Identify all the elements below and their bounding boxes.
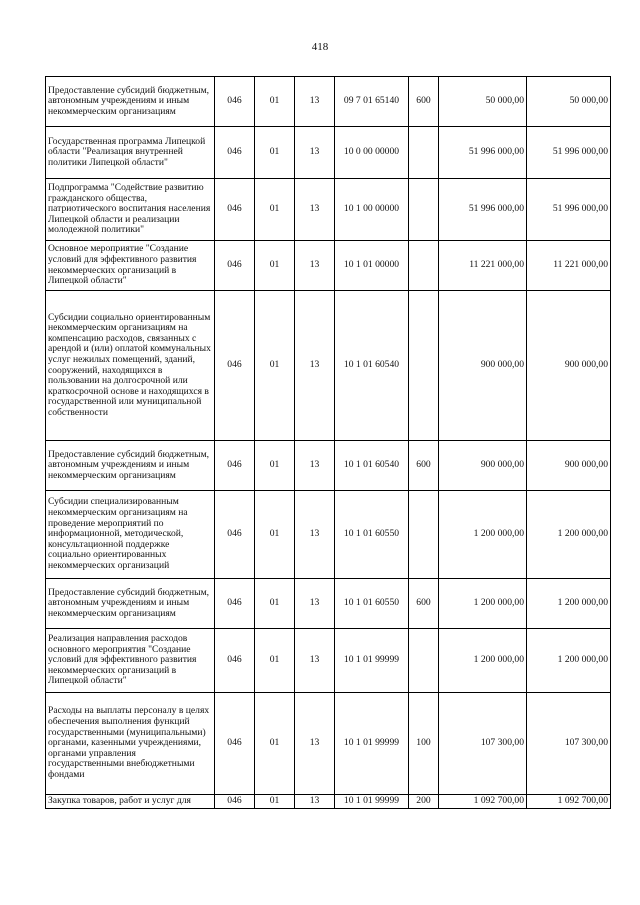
row-pr: 13 bbox=[295, 579, 335, 629]
table-row bbox=[46, 795, 611, 809]
table-row bbox=[46, 77, 611, 127]
row-vr: 600 bbox=[409, 441, 439, 491]
row-sum-2: 900 000,00 bbox=[527, 291, 611, 441]
row-sum-1: 900 000,00 bbox=[439, 291, 527, 441]
row-csr: 10 1 01 00000 bbox=[335, 241, 409, 291]
row-sum-1: 1 092 700,00 bbox=[439, 795, 527, 809]
table-row bbox=[46, 291, 611, 441]
row-pr: 13 bbox=[295, 491, 335, 579]
row-name: Реализация направления расходов основного мероприятия "Создание условий для эффективного развития некоммерческих организаций в Липецкой области" bbox=[46, 629, 215, 693]
row-vr: 200 bbox=[409, 795, 439, 809]
row-gr: 046 bbox=[215, 179, 255, 241]
row-sum-1: 107 300,00 bbox=[439, 693, 527, 795]
row-rz: 01 bbox=[255, 291, 295, 441]
row-sum-1: 11 221 000,00 bbox=[439, 241, 527, 291]
row-vr: 100 bbox=[409, 693, 439, 795]
row-pr: 13 bbox=[295, 241, 335, 291]
row-csr: 09 7 01 65140 bbox=[335, 77, 409, 127]
row-csr: 10 1 01 60550 bbox=[335, 491, 409, 579]
row-csr: 10 1 01 99999 bbox=[335, 629, 409, 693]
row-csr: 10 1 01 99999 bbox=[335, 693, 409, 795]
page-number: 418 bbox=[311, 41, 329, 53]
table-row bbox=[46, 241, 611, 291]
row-gr: 046 bbox=[215, 127, 255, 179]
row-csr: 10 0 00 00000 bbox=[335, 127, 409, 179]
row-pr: 13 bbox=[295, 77, 335, 127]
table-row bbox=[46, 179, 611, 241]
row-gr: 046 bbox=[215, 241, 255, 291]
row-sum-1: 1 200 000,00 bbox=[439, 579, 527, 629]
row-rz: 01 bbox=[255, 77, 295, 127]
row-vr: 600 bbox=[409, 77, 439, 127]
row-gr: 046 bbox=[215, 795, 255, 809]
row-gr: 046 bbox=[215, 441, 255, 491]
row-pr: 13 bbox=[295, 441, 335, 491]
row-sum-1: 50 000,00 bbox=[439, 77, 527, 127]
row-rz: 01 bbox=[255, 579, 295, 629]
row-vr bbox=[409, 179, 439, 241]
row-gr: 046 bbox=[215, 491, 255, 579]
row-vr bbox=[409, 127, 439, 179]
row-csr: 10 1 01 60540 bbox=[335, 441, 409, 491]
row-sum-2: 1 200 000,00 bbox=[527, 579, 611, 629]
row-name: Закупка товаров, работ и услуг для bbox=[46, 795, 215, 809]
row-rz: 01 bbox=[255, 693, 295, 795]
row-vr bbox=[409, 491, 439, 579]
row-sum-2: 50 000,00 bbox=[527, 77, 611, 127]
row-vr bbox=[409, 629, 439, 693]
table-row bbox=[46, 629, 611, 693]
row-gr: 046 bbox=[215, 579, 255, 629]
row-sum-2: 1 092 700,00 bbox=[527, 795, 611, 809]
row-rz: 01 bbox=[255, 795, 295, 809]
row-name: Подпрограмма "Содействие развитию гражданского общества, патриотического воспитания населения Липецкой области и реализации молодежной политики" bbox=[46, 179, 215, 241]
row-gr: 046 bbox=[215, 693, 255, 795]
row-csr: 10 1 01 60540 bbox=[335, 291, 409, 441]
table-row bbox=[46, 579, 611, 629]
row-name: Предоставление субсидий бюджетным, автономным учреждениям и иным некоммерческим организациям bbox=[46, 579, 215, 629]
row-sum-2: 1 200 000,00 bbox=[527, 491, 611, 579]
row-sum-1: 1 200 000,00 bbox=[439, 491, 527, 579]
row-pr: 13 bbox=[295, 693, 335, 795]
budget-table bbox=[45, 76, 611, 809]
row-name: Расходы на выплаты персоналу в целях обеспечения выполнения функций государственными (муниципальными) органами, казенными учреждениями, органами управления государственными внебюджетными фондами bbox=[46, 693, 215, 795]
row-gr: 046 bbox=[215, 629, 255, 693]
row-rz: 01 bbox=[255, 441, 295, 491]
row-csr: 10 1 01 99999 bbox=[335, 795, 409, 809]
table-row bbox=[46, 127, 611, 179]
table-row bbox=[46, 693, 611, 795]
row-csr: 10 1 01 60550 bbox=[335, 579, 409, 629]
row-sum-2: 51 996 000,00 bbox=[527, 179, 611, 241]
row-sum-2: 51 996 000,00 bbox=[527, 127, 611, 179]
row-name: Субсидии социально ориентированным некоммерческим организациям на компенсацию расходов, связанных с арендой и (или) оплатой коммунальных услуг нежилых помещений, зданий, сооружений, находящихся в пользовании на долгосрочной или краткосрочной основе и находящихся в государственной или муниципальной собственности bbox=[46, 291, 215, 441]
row-sum-2: 1 200 000,00 bbox=[527, 629, 611, 693]
row-rz: 01 bbox=[255, 491, 295, 579]
row-name: Государственная программа Липецкой области "Реализация внутренней политики Липецкой области" bbox=[46, 127, 215, 179]
row-name: Субсидии специализированным некоммерческим организациям на проведение мероприятий по информационной, методической, консультационной поддержке социально ориентированных некоммерческих организаций bbox=[46, 491, 215, 579]
row-rz: 01 bbox=[255, 179, 295, 241]
table-row bbox=[46, 491, 611, 579]
row-name: Предоставление субсидий бюджетным, автономным учреждениям и иным некоммерческим организациям bbox=[46, 77, 215, 127]
row-gr: 046 bbox=[215, 291, 255, 441]
row-rz: 01 bbox=[255, 629, 295, 693]
row-sum-2: 900 000,00 bbox=[527, 441, 611, 491]
row-csr: 10 1 00 00000 bbox=[335, 179, 409, 241]
row-name: Предоставление субсидий бюджетным, автономным учреждениям и иным некоммерческим организациям bbox=[46, 441, 215, 491]
row-sum-1: 1 200 000,00 bbox=[439, 629, 527, 693]
row-sum-1: 900 000,00 bbox=[439, 441, 527, 491]
row-vr bbox=[409, 241, 439, 291]
row-rz: 01 bbox=[255, 127, 295, 179]
row-vr: 600 bbox=[409, 579, 439, 629]
row-sum-2: 107 300,00 bbox=[527, 693, 611, 795]
row-pr: 13 bbox=[295, 127, 335, 179]
row-sum-1: 51 996 000,00 bbox=[439, 179, 527, 241]
row-pr: 13 bbox=[295, 629, 335, 693]
row-gr: 046 bbox=[215, 77, 255, 127]
row-name: Основное мероприятие "Создание условий для эффективного развития некоммерческих организаций в Липецкой области" bbox=[46, 241, 215, 291]
row-pr: 13 bbox=[295, 291, 335, 441]
row-rz: 01 bbox=[255, 241, 295, 291]
row-sum-1: 51 996 000,00 bbox=[439, 127, 527, 179]
row-sum-2: 11 221 000,00 bbox=[527, 241, 611, 291]
table-row bbox=[46, 441, 611, 491]
row-vr bbox=[409, 291, 439, 441]
row-pr: 13 bbox=[295, 179, 335, 241]
row-pr: 13 bbox=[295, 795, 335, 809]
